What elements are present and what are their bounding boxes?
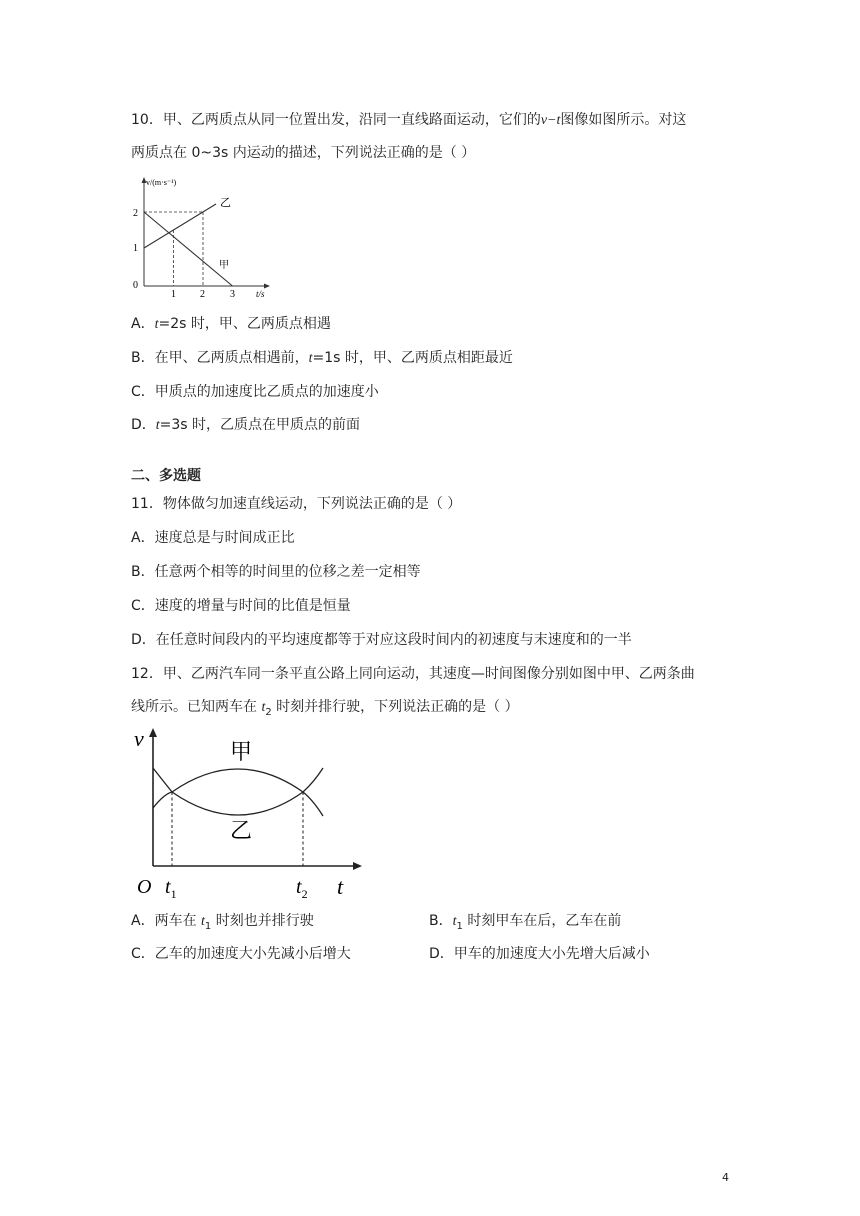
q10-xtick-1: 1 bbox=[171, 289, 176, 300]
section-title: 二、多选题 bbox=[131, 468, 201, 484]
q12-x-arrow bbox=[353, 862, 362, 870]
q12-option-a: A．两车在 $t_1$ 时刻也并排行驶 bbox=[131, 913, 314, 932]
q12-xlabel: t bbox=[337, 874, 344, 899]
q10-label-yi: 乙 bbox=[220, 197, 231, 209]
q12-stem-line2: 线所示。已知两车在 $t_2$ 时刻并排行驶，下列说法正确的是（ ） bbox=[131, 699, 519, 718]
q10-xlabel: t/s bbox=[256, 289, 265, 299]
q12-option-c: C．乙车的加速度大小先减小后增大 bbox=[131, 946, 351, 962]
q12-ylabel: v bbox=[134, 726, 144, 751]
q11-option-a: A．速度总是与时间成正比 bbox=[131, 530, 295, 546]
q12-stem-line1: 12．甲、乙两汽车同一条平直公路上同向运动，其速度—时间图像分别如图中甲、乙两条曲 bbox=[131, 666, 695, 682]
q10-ytick-0: 0 bbox=[133, 280, 138, 291]
q12-curve-jia bbox=[153, 768, 323, 808]
q10-stem-line2: 两质点在 0~3s 内运动的描述，下列说法正确的是（ ） bbox=[131, 145, 476, 161]
q10-option-b: B．在甲、乙两质点相遇前，t=1s 时，甲、乙两质点相距最近 bbox=[131, 350, 513, 366]
q12-option-b: B．$t_1$ 时刻甲车在后，乙车在前 bbox=[429, 913, 622, 932]
q10-x-arrow bbox=[264, 284, 270, 289]
q10-xtick-3: 3 bbox=[230, 289, 235, 300]
q12-label-yi: 乙 bbox=[230, 818, 253, 843]
q12-option-d: D．甲车的加速度大小先增大后减小 bbox=[429, 946, 650, 962]
q10-ytick-2: 2 bbox=[133, 208, 138, 219]
q10-option-d: D．t=3s 时，乙质点在甲质点的前面 bbox=[131, 417, 361, 433]
q11-option-b: B．任意两个相等的时间里的位移之差一定相等 bbox=[131, 564, 421, 580]
q12-curve-yi bbox=[153, 768, 323, 816]
q12-vt-graph bbox=[130, 726, 370, 901]
q10-xtick-2: 2 bbox=[200, 289, 205, 300]
q10-option-a: A．t=2s 时，甲、乙两质点相遇 bbox=[131, 316, 331, 332]
q12-origin: O bbox=[137, 876, 152, 898]
page-number: 4 bbox=[722, 1171, 729, 1184]
q11-option-c: C．速度的增量与时间的比值是恒量 bbox=[131, 598, 351, 614]
q12-label-jia: 甲 bbox=[230, 739, 253, 764]
q10-label-jia: 甲 bbox=[219, 260, 229, 271]
q10-ylabel: v/(m·s⁻¹) bbox=[146, 178, 177, 187]
q11-option-d: D．在任意时间段内的平均速度都等于对应这段时间内的初速度与末速度和的一半 bbox=[131, 632, 632, 648]
q10-vt-graph bbox=[126, 174, 276, 304]
q10-option-c: C．甲质点的加速度比乙质点的加速度小 bbox=[131, 384, 379, 400]
q11-stem: 11．物体做匀加速直线运动，下列说法正确的是（ ） bbox=[131, 496, 462, 512]
q10-stem-line1: 10．甲、乙两质点从同一位置出发，沿同一直线路面运动，它们的v−t图像如图所示。对这 bbox=[131, 112, 687, 128]
q10-line-jia bbox=[144, 212, 233, 286]
q12-t1-label: $t_1$ bbox=[165, 876, 177, 901]
q12-y-arrow bbox=[149, 728, 157, 737]
q10-ytick-1: 1 bbox=[133, 243, 138, 254]
q12-t2-label: $t_2$ bbox=[296, 876, 308, 901]
